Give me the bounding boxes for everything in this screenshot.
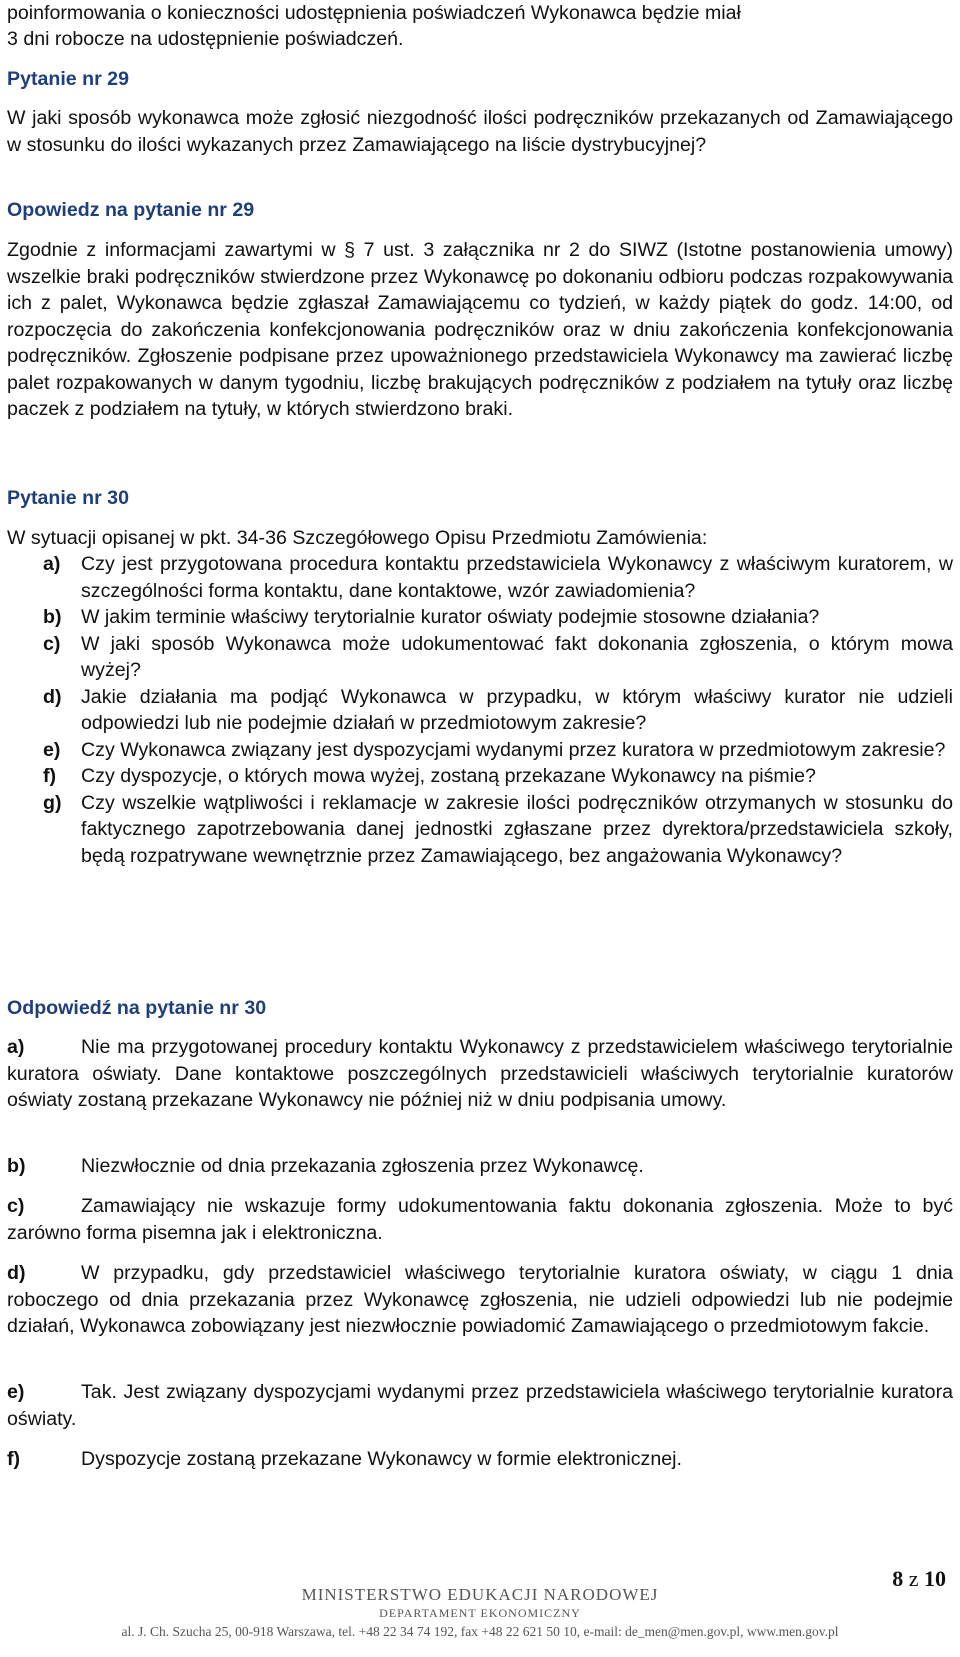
- question-30-item-f: f) Czy dyspozycje, o których mowa wyżej, zostaną przekazane Wykonawcy na piśmie?: [43, 765, 816, 787]
- footer: [0, 1585, 960, 1643]
- answer-30-item-f: f) Dyspozycje zostaną przekazane Wykonawcy w formie elektronicznej.: [7, 1448, 682, 1470]
- question-30-item-g: g) Czy wszelkie wątpliwości i reklamacje w zakresie ilości podręczników otrzymanych w stosunku do faktycznego zapotrzebowania danej jednostki zgłaszane przez dyrektora/przedstawiciela szkoły, będą rozpatrywane wewnętrznie przez Zamawiającego, bez angażowania Wykonawcy?: [43, 791, 953, 867]
- question-30-item-e: e) Czy Wykonawca związany jest dyspozycjami wydanymi przez kuratora w przedmiotowym zakresie?: [43, 738, 946, 761]
- answer-29-heading: Opowiedz na pytanie nr 29: [7, 199, 255, 221]
- footer-department: DEPARTAMENT EKONOMICZNY: [379, 1606, 581, 1620]
- answer-30-item-d: d) W przypadku, gdy przedstawiciel właściwego terytorialnie kuratora oświaty, w ciągu 1 dnia roboczego od dnia przekazania przez Wykonawcę zgłoszenia, nie udzieli odpowiedzi lub nie podejmie działań, Wykonawca zobowiązany jest niezwłocznie powiadomić Zamawiającego o przedmiotowym fakcie.: [7, 1262, 953, 1337]
- question-29-text: W jaki sposób wykonawca może zgłosić niezgodność ilości podręczników przekazanych od Zamawiającego w stosunku do ilości wykazanych przez Zamawiającego na liście dystrybucyjnej?: [7, 107, 953, 156]
- question-29-heading: Pytanie nr 29: [7, 68, 129, 90]
- question-30-item-d: d) Jakie działania ma podjąć Wykonawca w przypadku, w którym właściwy kurator nie udzieli odpowiedzi lub nie podejmie działań w przedmiotowym zakresie?: [43, 685, 953, 734]
- footer-ministry: MINISTERSTWO EDUKACJI NARODOWEJ: [301, 1585, 659, 1604]
- question-30-list: [7, 551, 953, 869]
- page-number: 8 z 10: [892, 1566, 946, 1591]
- question-30-intro: W sytuacji opisanej w pkt. 34-36 Szczegółowego Opisu Przedmiotu Zamówienia:: [7, 527, 708, 549]
- answer-29-text: Zgodnie z informacjami zawartymi w § 7 ust. 3 załącznika nr 2 do SIWZ (Istotne postanowienia umowy) wszelkie braki podręczników stwierdzone przez Wykonawcę po dokonaniu odbioru podczas rozpakowywania ich z palet, Wykonawca będzie zgłaszał Zamawiającemu co tydzień, w każdy piątek do godz. 14:00, od rozpoczęcia do zakończenia konfekcjonowania podręczników oraz w dniu zakończenia konfekcjonowania podręczników. Zgłoszenie podpisane przez upoważnionego przedstawiciela Wykonawcy ma zawierać liczbę palet rozpakowanych w danym tygodniu, liczbę brakujących podręczników z podziałem na tytuły oraz liczbę paczek z podziałem na tytuły, w których stwierdzono braki.: [7, 239, 953, 420]
- question-30-heading: Pytanie nr 30: [7, 487, 129, 509]
- answer-30-heading: Odpowiedź na pytanie nr 30: [7, 997, 267, 1019]
- footer-contact: al. J. Ch. Szucha 25, 00-918 Warszawa, tel. +48 22 34 74 192, fax +48 22 621 50 10, e-mail: de_men@men.gov.pl, www.men.gov.pl: [121, 1624, 839, 1639]
- question-30-item-a: a) Czy jest przygotowana procedura kontaktu przedstawiciela Wykonawcy z właściwym kuratorem, w szczególności forma kontaktu, dane kontaktowe, wzór zawiadomienia?: [43, 553, 953, 602]
- answer-30-item-c: c) Zamawiający nie wskazuje formy udokumentowania faktu dokonania zgłoszenia. Może to być zarówno forma pisemna jak i elektroniczna.: [7, 1195, 953, 1244]
- answer-30-item-a: a) Nie ma przygotowanej procedury kontaktu Wykonawcy z przedstawicielem właściwego terytorialnie kuratora oświaty. Dane kontaktowe poszczególnych przedstawicieli właściwych terytorialnie kuratorów oświaty zostaną przekazane Wykonawcy nie później niż w dniu podpisania umowy.: [7, 1036, 953, 1111]
- intro-line-1: poinformowania o konieczności udostępnienia poświadczeń Wykonawca będzie miał: [7, 2, 741, 24]
- answer-30-item-b: b) Niezwłocznie od dnia przekazania zgłoszenia przez Wykonawcę.: [7, 1155, 644, 1177]
- answer-30-item-e: e) Tak. Jest związany dyspozycjami wydanymi przez przedstawiciela właściwego terytorialnie kuratora oświaty.: [7, 1381, 953, 1430]
- question-30-item-c: c) W jaki sposób Wykonawca może udokumentować fakt dokonania zgłoszenia, o którym mowa wyżej?: [43, 632, 953, 681]
- intro-line-2: 3 dni robocze na udostępnienie poświadczeń.: [7, 28, 404, 50]
- question-30-item-b: b) W jakim terminie właściwy terytorialnie kurator oświaty podejmie stosowne działania?: [43, 606, 820, 628]
